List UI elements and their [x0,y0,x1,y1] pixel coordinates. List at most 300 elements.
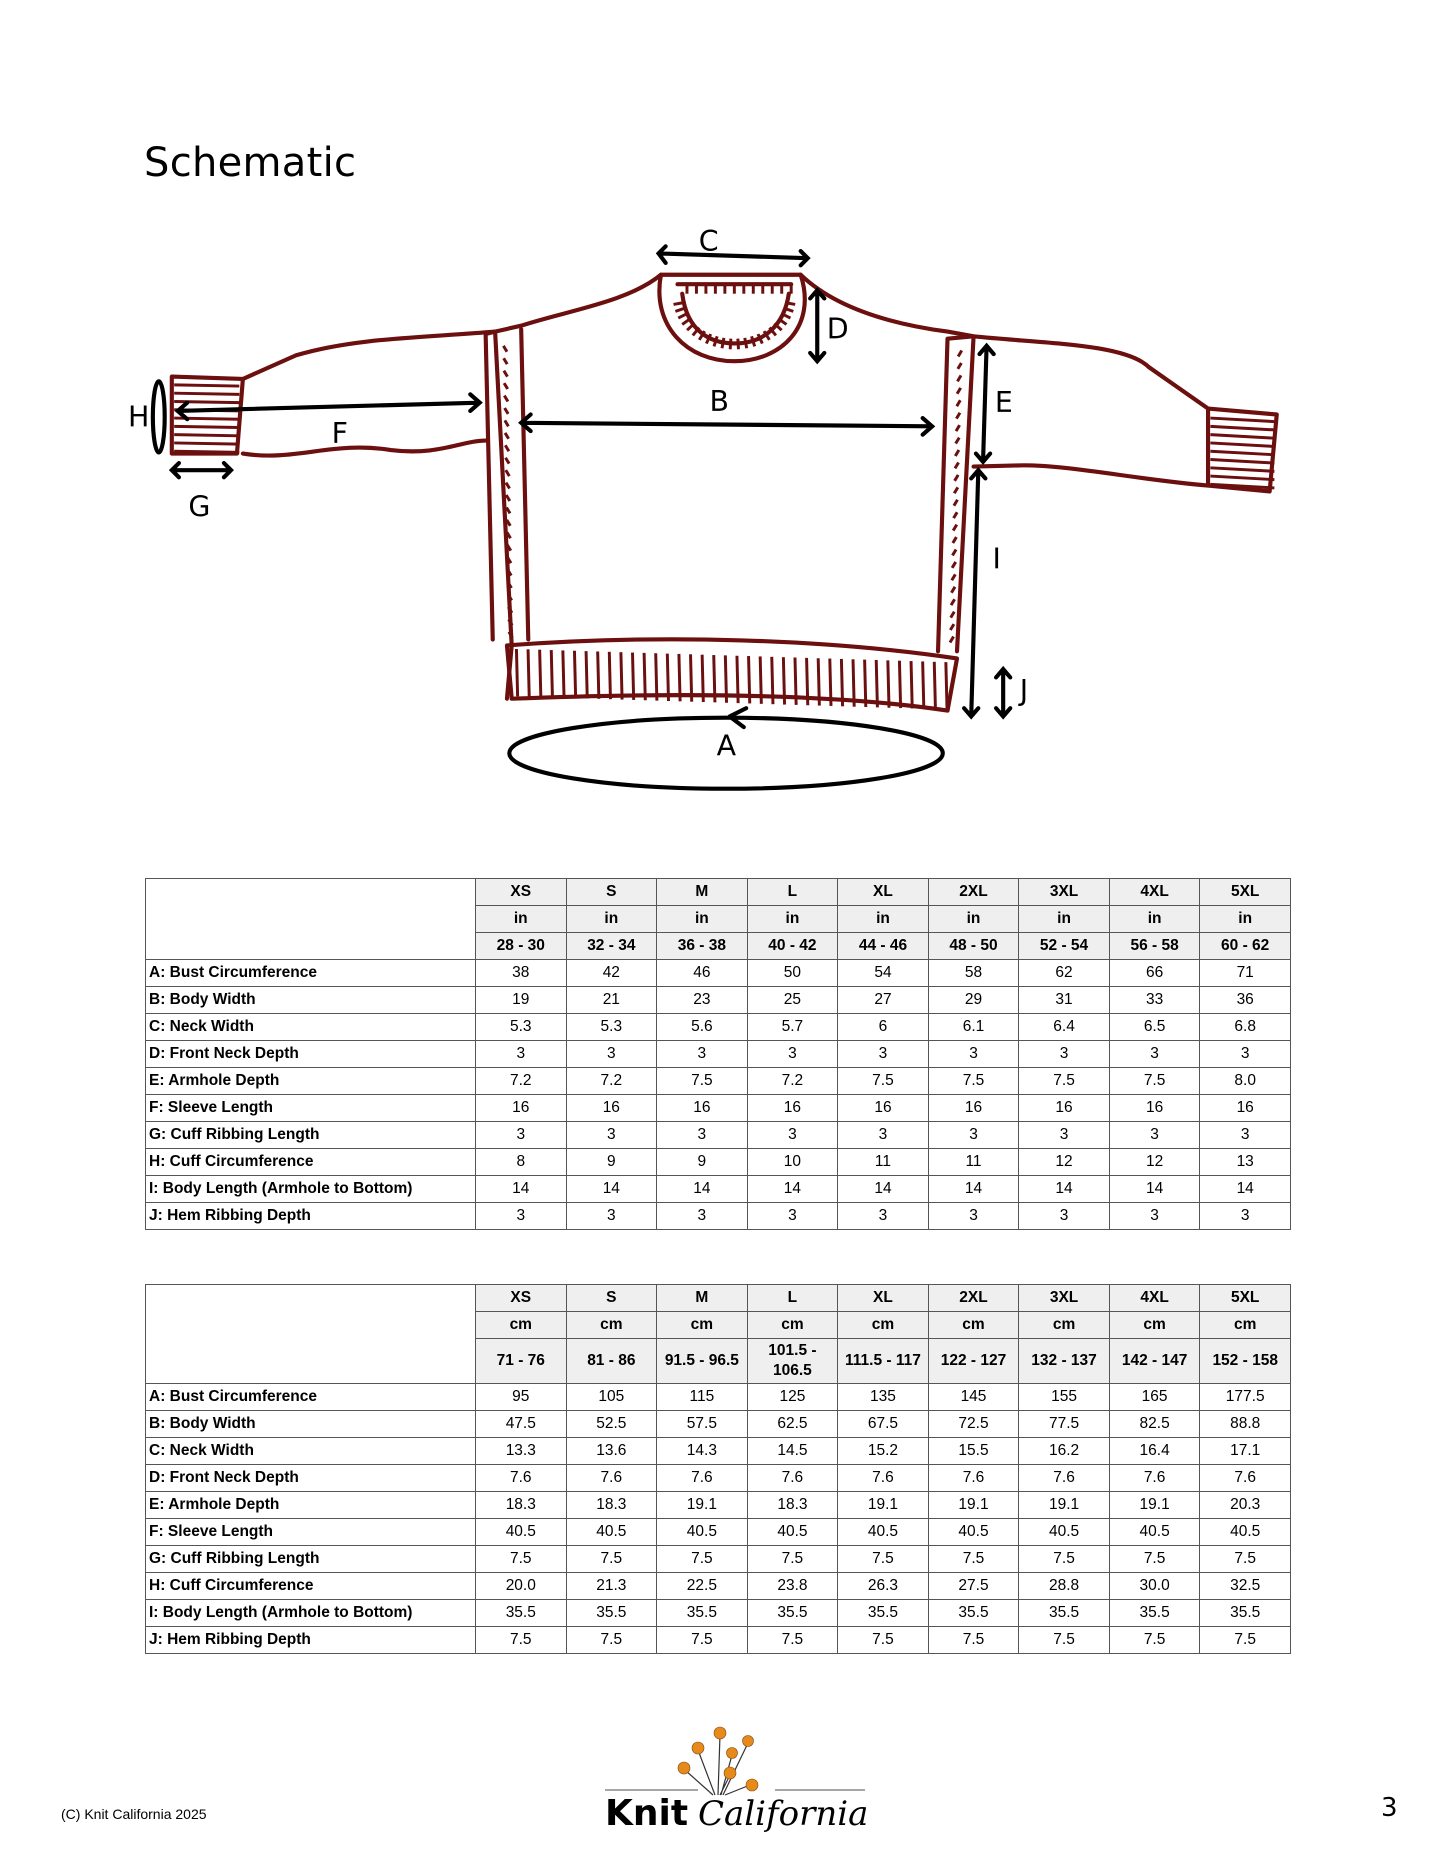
measurement-value: 29 [928,987,1019,1014]
measurement-label: I: Body Length (Armhole to Bottom) [146,1176,476,1203]
rib-line [730,339,731,350]
rib-line [1210,468,1274,472]
measurement-value: 14 [928,1176,1019,1203]
rib-line [656,653,657,700]
unit-header: cm [1019,1312,1110,1339]
size-header: S [566,1285,657,1312]
measurement-value: 3 [747,1122,838,1149]
unit-header: cm [747,1312,838,1339]
size-header: 3XL [1019,1285,1110,1312]
rib-line [958,351,962,357]
arrow-f [178,394,480,419]
rib-line [956,425,960,431]
unit-header: in [928,906,1019,933]
measurement-value: 3 [476,1203,567,1230]
label-c: C [698,225,719,259]
measurement-value: 26.3 [838,1573,929,1600]
measurement-value: 3 [1109,1041,1200,1068]
rib-line [1210,451,1274,455]
measurement-label: B: Body Width [146,1411,476,1438]
measurement-value: 19.1 [1019,1492,1110,1519]
rib-line [504,371,508,377]
rib-line [952,574,956,580]
bust-range-header: 60 - 62 [1200,933,1291,960]
arrow-i [964,470,985,716]
measurement-label: A: Bust Circumference [146,1384,476,1411]
page-title: Schematic [144,140,357,186]
measurement-value: 5.3 [476,1014,567,1041]
measurement-value: 18.3 [747,1492,838,1519]
measurement-value: 7.5 [747,1627,838,1654]
measurement-value: 14 [1200,1176,1291,1203]
measurement-value: 16 [657,1095,748,1122]
label-a: A [716,729,737,763]
poppy-flowers-icon [678,1727,758,1795]
measurement-value: 7.5 [657,1068,748,1095]
measurement-value: 3 [1200,1041,1291,1068]
measurement-value: 7.5 [566,1546,657,1573]
rib-line [957,375,961,381]
rib-line [830,659,831,706]
rib-line [911,661,912,708]
rib-line [952,550,956,556]
measurement-value: 5.7 [747,1014,838,1041]
rib-line [876,660,877,707]
sweater-schematic [0,0,1445,829]
measurement-label: E: Armhole Depth [146,1492,476,1519]
measurement-value: 35.5 [1200,1600,1291,1627]
rib-line [958,363,962,369]
rib-line [1210,443,1274,447]
rib-line [505,445,509,451]
size-header: XL [838,879,929,906]
measurement-value: 11 [838,1149,929,1176]
measurement-label: B: Body Width [146,987,476,1014]
measurement-value: 14.5 [747,1438,838,1465]
rib-line [950,624,954,630]
measurement-value: 35.5 [928,1600,1019,1627]
measurement-value: 9 [657,1149,748,1176]
measurement-value: 35.5 [747,1600,838,1627]
measurement-value: 3 [566,1122,657,1149]
measurement-value: 16 [747,1095,838,1122]
measurement-value: 16.4 [1109,1438,1200,1465]
bust-range-header: 40 - 42 [747,933,838,960]
rib-line [505,433,509,439]
measurement-value: 7.6 [838,1465,929,1492]
measurement-value: 13.6 [566,1438,657,1465]
table-row [146,1600,1291,1627]
rib-line [667,654,668,701]
size-table-inches [145,878,1291,1230]
measurement-value: 38 [476,960,567,987]
measurement-value: 7.6 [1109,1465,1200,1492]
rib-line [957,400,961,406]
size-header: 2XL [928,879,1019,906]
rib-line [714,655,715,702]
measurement-value: 3 [476,1041,567,1068]
measurement-value: 3 [928,1122,1019,1149]
measurement-value: 7.5 [1019,1546,1110,1573]
rib-line [745,338,747,348]
rib-line [1210,435,1274,439]
measurement-value: 3 [747,1203,838,1230]
arrow-j [996,669,1010,716]
rib-line [783,657,784,704]
measurement-value: 3 [928,1041,1019,1068]
size-header: 4XL [1109,879,1200,906]
rib-line [174,443,239,444]
measurement-value: 7.2 [566,1068,657,1095]
measurement-value: 7.6 [566,1465,657,1492]
measurement-value: 32.5 [1200,1573,1291,1600]
rib-line [752,336,755,346]
arrow-g [172,463,231,477]
size-header: 3XL [1019,879,1110,906]
rib-line [505,408,509,414]
measurement-value: 42 [566,960,657,987]
table-row [146,1122,1291,1149]
bust-range-header: 152 - 158 [1200,1339,1291,1384]
measurement-label: I: Body Length (Armhole to Bottom) [146,1600,476,1627]
logo-knit: Knit [605,1793,689,1834]
rib-line [563,650,564,697]
measurement-value: 14 [1019,1176,1110,1203]
measurement-value: 57.5 [657,1411,748,1438]
measurement-value: 33 [1109,987,1200,1014]
measurement-arrows [153,246,1010,788]
knit-california-logo [580,1715,870,1845]
measurement-value: 88.8 [1200,1411,1291,1438]
measurement-value: 14 [747,1176,838,1203]
rib-line [954,512,958,518]
arrow-d [810,290,824,361]
measurement-value: 12 [1019,1149,1110,1176]
measurement-value: 47.5 [476,1411,567,1438]
measurement-value: 6.1 [928,1014,1019,1041]
measurement-value: 40.5 [928,1519,1019,1546]
measurement-value: 27.5 [928,1573,1019,1600]
measurement-value: 36 [1200,987,1291,1014]
measurement-value: 3 [476,1122,567,1149]
rib-line [951,587,955,593]
rib-line [504,396,508,402]
rib-line [951,612,955,618]
measurement-label: H: Cuff Circumference [146,1149,476,1176]
rib-line [955,475,959,481]
measurement-value: 7.5 [838,1068,929,1095]
measurement-value: 52.5 [566,1411,657,1438]
rib-line [795,658,796,705]
measurement-value: 105 [566,1384,657,1411]
measurement-value: 7.5 [928,1627,1019,1654]
measurement-value: 14 [566,1176,657,1203]
rib-line [528,649,529,696]
rib-line [540,650,541,697]
rib-line [888,660,889,707]
bust-range-header: 56 - 58 [1109,933,1200,960]
measurement-value: 3 [1200,1203,1291,1230]
unit-header: cm [657,1312,748,1339]
table-row [146,1519,1291,1546]
rib-line [621,652,622,699]
rib-line [1210,460,1274,464]
measurement-value: 62 [1019,960,1110,987]
rib-line [679,654,680,701]
rib-line [714,336,717,346]
unit-header: cm [566,1312,657,1339]
unit-header: in [476,906,567,933]
label-b: B [709,384,729,418]
size-header: 4XL [1109,1285,1200,1312]
table-row [146,1149,1291,1176]
size-header: 5XL [1200,1285,1291,1312]
unit-header: cm [476,1312,567,1339]
measurement-value: 40.5 [1019,1519,1110,1546]
measurement-value: 5.3 [566,1014,657,1041]
measurement-value: 58 [928,960,1019,987]
measurement-value: 22.5 [657,1573,748,1600]
arrow-e [976,346,994,462]
rib-line [702,655,703,702]
measurement-value: 155 [1019,1384,1110,1411]
measurement-value: 125 [747,1384,838,1411]
rib-line [955,450,959,456]
table-row [146,1411,1291,1438]
rib-line [1210,426,1274,430]
table-row [146,1627,1291,1654]
measurement-value: 18.3 [476,1492,567,1519]
size-header: S [566,879,657,906]
measurement-value: 16 [1200,1095,1291,1122]
measurement-value: 77.5 [1019,1411,1110,1438]
measurement-value: 23.8 [747,1573,838,1600]
bust-range-header: 122 - 127 [928,1339,1019,1384]
rib-line [760,656,761,703]
measurement-value: 7.5 [476,1546,567,1573]
table-row [146,1176,1291,1203]
measurement-value: 3 [1200,1122,1291,1149]
rib-line [954,500,958,506]
measurement-value: 3 [1019,1203,1110,1230]
measurement-value: 14.3 [657,1438,748,1465]
rib-line [505,420,509,426]
measurement-value: 16.2 [1019,1438,1110,1465]
measurement-value: 3 [747,1041,838,1068]
measurement-value: 35.5 [1019,1600,1110,1627]
measurement-value: 72.5 [928,1411,1019,1438]
unit-header: cm [838,1312,929,1339]
rib-line [1210,418,1274,422]
measurement-value: 9 [566,1149,657,1176]
table-row [146,960,1291,987]
measurement-value: 20.3 [1200,1492,1291,1519]
rib-line [951,599,955,605]
measurement-value: 3 [566,1041,657,1068]
rib-line [674,303,683,305]
measurement-value: 3 [566,1203,657,1230]
size-header: XS [476,879,567,906]
table-row [146,1095,1291,1122]
rib-line [749,656,750,703]
measurement-value: 40.5 [566,1519,657,1546]
measurement-value: 3 [1109,1122,1200,1149]
table-row [146,1041,1291,1068]
measurement-value: 67.5 [838,1411,929,1438]
measurement-value: 3 [657,1122,748,1149]
measurement-label: J: Hem Ribbing Depth [146,1203,476,1230]
measurement-value: 7.5 [747,1546,838,1573]
measurement-value: 40.5 [476,1519,567,1546]
rib-line [1210,476,1274,480]
measurement-label: C: Neck Width [146,1438,476,1465]
rib-line [853,659,854,706]
measurement-value: 15.2 [838,1438,929,1465]
logo-california: California [698,1794,869,1834]
rib-line [953,537,957,543]
measurement-value: 7.5 [1109,1546,1200,1573]
rib-line [503,346,507,352]
unit-header: cm [1200,1312,1291,1339]
unit-header: in [747,906,838,933]
measurement-value: 3 [657,1203,748,1230]
rib-line [923,661,924,708]
size-header: L [747,1285,838,1312]
bust-range-header: 48 - 50 [928,933,1019,960]
rib-line [725,655,726,702]
label-e: E [994,386,1013,420]
rib-line [644,653,645,700]
rib-line [954,487,958,493]
measurement-value: 19.1 [928,1492,1019,1519]
measurement-value: 46 [657,960,748,987]
measurement-value: 7.2 [747,1068,838,1095]
header-row-sizes [146,1285,1291,1312]
measurement-value: 40.5 [838,1519,929,1546]
rib-line [174,451,239,452]
measurement-value: 7.5 [476,1627,567,1654]
measurement-value: 16 [1019,1095,1110,1122]
table-row [146,1546,1291,1573]
measurement-value: 14 [476,1176,567,1203]
rib-line [174,393,239,394]
rib-line [955,462,959,468]
measurement-label: E: Armhole Depth [146,1068,476,1095]
label-h: H [127,400,150,434]
measurement-value: 3 [1109,1203,1200,1230]
measurement-value: 7.6 [1019,1465,1110,1492]
measurement-label: D: Front Neck Depth [146,1041,476,1068]
rib-line [899,661,900,708]
bust-range-header: 132 - 137 [1019,1339,1110,1384]
measurement-value: 7.5 [1019,1068,1110,1095]
measurement-value: 3 [838,1041,929,1068]
measurement-label: F: Sleeve Length [146,1519,476,1546]
measurement-value: 16 [928,1095,1019,1122]
measurement-value: 40.5 [1200,1519,1291,1546]
unit-header: cm [928,1312,1019,1339]
measurement-value: 35.5 [1109,1600,1200,1627]
measurement-value: 50 [747,960,838,987]
measurement-value: 7.5 [928,1546,1019,1573]
measurement-value: 7.5 [566,1627,657,1654]
measurement-value: 21.3 [566,1573,657,1600]
rib-line [738,339,739,350]
rib-line [632,653,633,700]
rib-line [174,401,239,402]
rib-line [957,388,961,394]
measurement-value: 7.5 [1109,1068,1200,1095]
table-row [146,1068,1291,1095]
label-g: G [188,490,211,524]
rib-line [772,657,773,704]
size-header: XL [838,1285,929,1312]
measurement-value: 16 [1109,1095,1200,1122]
table-row [146,1014,1291,1041]
blank-corner-cell [146,879,476,960]
rib-line [678,314,687,318]
bust-range-header: 101.5 - 106.5 [747,1339,838,1384]
unit-header: in [1200,906,1291,933]
rib-line [675,308,684,311]
measurement-value: 7.2 [476,1068,567,1095]
measurement-label: J: Hem Ribbing Depth [146,1627,476,1654]
size-table-cm [145,1284,1291,1654]
measurement-value: 35.5 [657,1600,748,1627]
measurement-value: 16 [838,1095,929,1122]
measurement-value: 54 [838,960,929,987]
measurement-value: 28.8 [1019,1573,1110,1600]
header-row-sizes [146,879,1291,906]
arrow-c [659,246,808,265]
bust-range-header: 52 - 54 [1019,933,1110,960]
rib-line [174,435,239,436]
measurement-value: 8.0 [1200,1068,1291,1095]
label-d: D [826,312,849,346]
measurement-label: F: Sleeve Length [146,1095,476,1122]
unit-header: cm [1109,1312,1200,1339]
measurement-value: 31 [1019,987,1110,1014]
measurement-label: G: Cuff Ribbing Length [146,1122,476,1149]
table-row [146,1465,1291,1492]
measurement-label: C: Neck Width [146,1014,476,1041]
rib-line [807,658,808,705]
measurement-value: 16 [476,1095,567,1122]
measurement-value: 6.5 [1109,1014,1200,1041]
label-i: I [992,542,1001,576]
measurement-value: 7.6 [928,1465,1019,1492]
rib-line [950,637,954,643]
page-number: 3 [1381,1793,1398,1823]
bust-range-header: 44 - 46 [838,933,929,960]
measurement-value: 7.5 [657,1627,748,1654]
measurement-value: 7.6 [476,1465,567,1492]
measurement-value: 145 [928,1384,1019,1411]
measurement-value: 19.1 [1109,1492,1200,1519]
measurement-value: 62.5 [747,1411,838,1438]
rib-line [953,525,957,531]
bust-range-header: 32 - 34 [566,933,657,960]
size-header: XS [476,1285,567,1312]
rib-line [956,413,960,419]
measurement-value: 7.5 [838,1627,929,1654]
rib-line [551,650,552,697]
measurement-value: 7.6 [1200,1465,1291,1492]
measurement-value: 30.0 [1109,1573,1200,1600]
size-header: 5XL [1200,879,1291,906]
measurement-value: 135 [838,1384,929,1411]
measurement-value: 3 [1019,1122,1110,1149]
